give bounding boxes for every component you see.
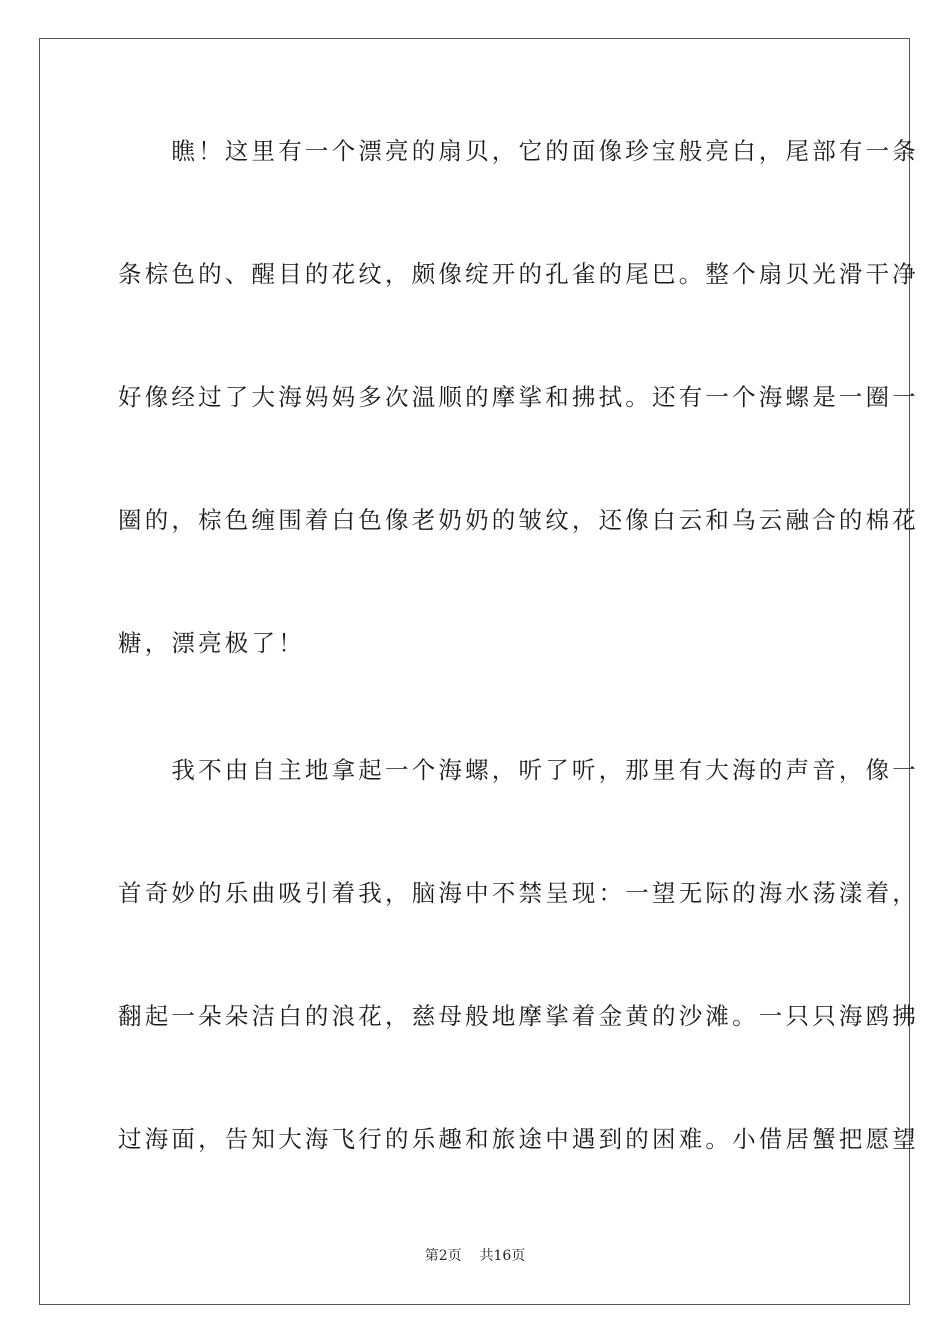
- page-total: 共16页: [479, 1248, 526, 1264]
- text-line-4: 圈的，棕色缠围着白色像老奶奶的皱纹，还像白云和乌云融合的棉花: [118, 506, 919, 534]
- page-number: 第2页: [424, 1248, 462, 1264]
- text-line-6: 我不由自主地拿起一个海螺，听了听，那里有大海的声音，像一: [118, 756, 919, 784]
- page-footer: [0, 1247, 950, 1265]
- text-line-3: 好像经过了大海妈妈多次温顺的摩挲和拂拭。还有一个海螺是一圈一: [118, 383, 919, 411]
- text-line-9: 过海面，告知大海飞行的乐趣和旅途中遇到的困难。小借居蟹把愿望: [118, 1125, 919, 1153]
- page-border: [39, 38, 919, 1305]
- text-line-8: 翻起一朵朵洁白的浪花，慈母般地摩挲着金黄的沙滩。一只只海鸥拂: [118, 1002, 919, 1030]
- text-line-7: 首奇妙的乐曲吸引着我，脑海中不禁呈现：一望无际的海水荡漾着，: [118, 879, 919, 907]
- text-line-2: 条棕色的、醒目的花纹，颇像绽开的孔雀的尾巴。整个扇贝光滑干净: [118, 260, 919, 288]
- text-line-1: 瞧！这里有一个漂亮的扇贝，它的面像珍宝般亮白，尾部有一条: [118, 137, 919, 165]
- text-line-5: 糖，漂亮极了！: [118, 629, 305, 657]
